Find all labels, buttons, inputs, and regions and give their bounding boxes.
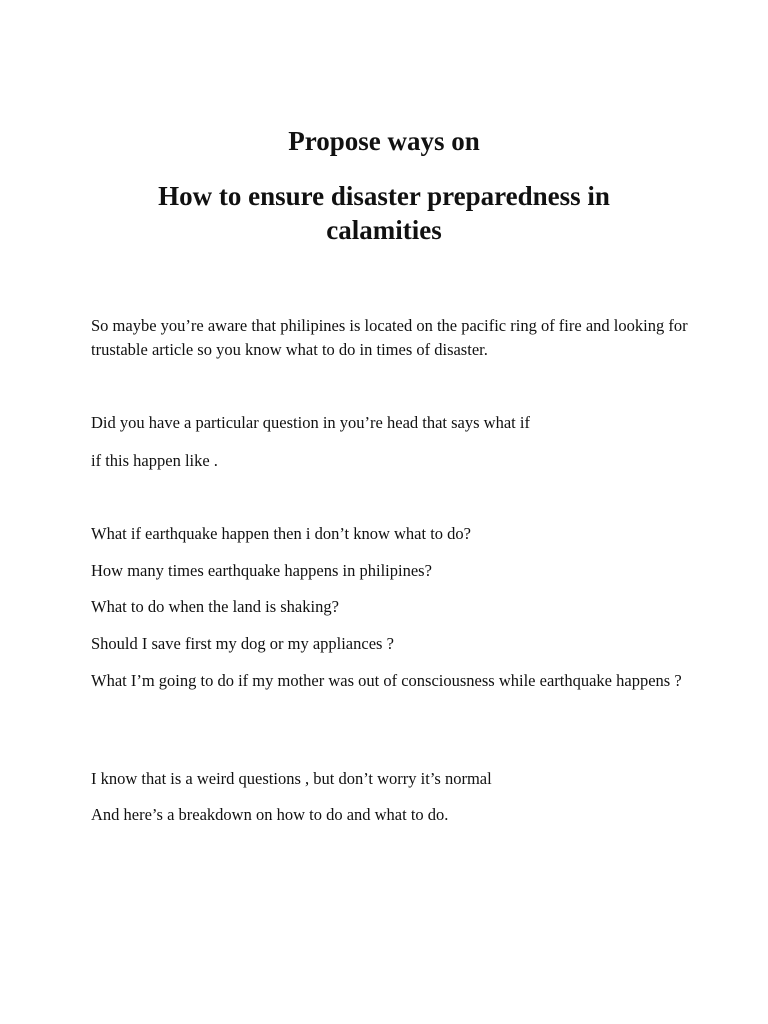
intro-paragraph: So maybe you’re aware that philipines is located on the pacific ring of fire and looking for trustable article so you know what to do in times of disaster.	[91, 316, 688, 359]
question-intro-cont: if this happen like .	[91, 451, 218, 470]
question-item: What to do when the land is shaking?	[91, 597, 339, 616]
subtitle-line-2: calamities	[326, 215, 442, 245]
question-item: Should I save first my dog or my appliances ?	[91, 634, 394, 653]
subtitle-line-1: How to ensure disaster preparedness in	[158, 181, 610, 211]
question-item: What I’m going to do if my mother was out of consciousness while earthquake happens ?	[91, 671, 682, 690]
subtitle-heading	[0, 179, 768, 247]
question-item: How many times earthquake happens in philipines?	[91, 561, 432, 580]
reassurance-paragraph: I know that is a weird questions , but don’t worry it’s normal	[91, 769, 492, 788]
title-heading: Propose ways on	[288, 126, 480, 156]
question-item: What if earthquake happen then i don’t know what to do?	[91, 524, 471, 543]
breakdown-intro: And here’s a breakdown on how to do and what to do.	[91, 805, 449, 824]
question-intro: Did you have a particular question in you’re head that says what if	[91, 413, 530, 432]
